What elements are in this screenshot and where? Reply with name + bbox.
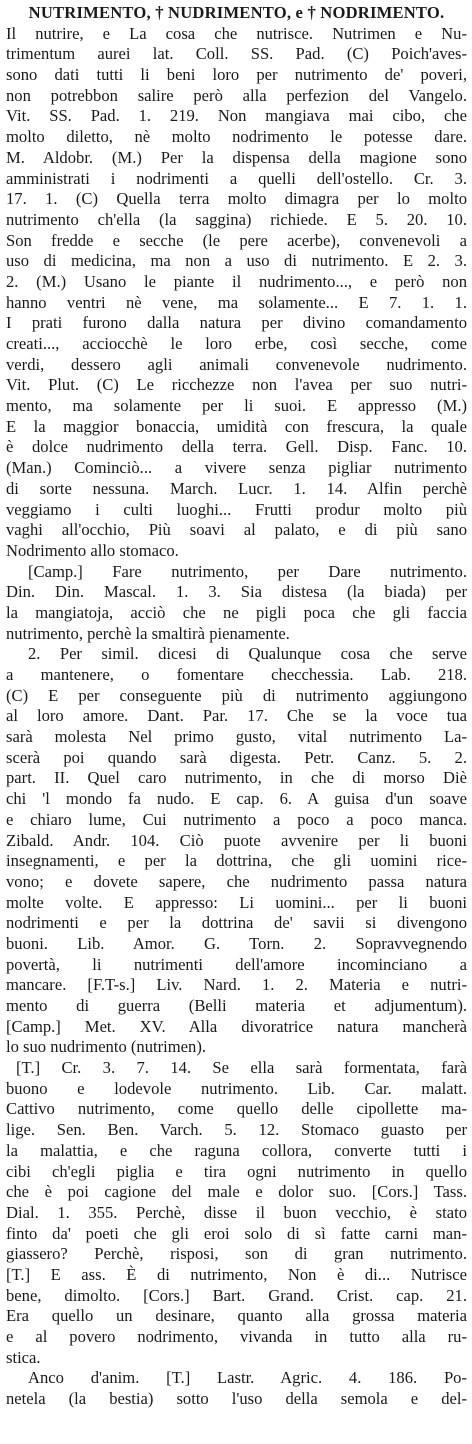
text-line: Zibald. Andr. 104. Ciò puote avvenire per li buoni [6, 830, 467, 850]
text-line: e chiaro lume, Cui nutrimento a poco a poco manca. [6, 809, 467, 829]
text-line: non potrebbon salire però alla perfezion del Vangelo. [6, 85, 467, 105]
text-line: nutrimento ch'ella (la saggina) richiede. E 5. 20. 10. [6, 209, 467, 229]
text-line: lige. Sen. Ben. Varch. 5. 12. Stomaco guasto per [6, 1120, 467, 1140]
text-line: di sorte nessuna. March. Lucr. 1. 14. Alfin perchè [6, 478, 467, 498]
text-line: nodrimenti e per la dottrina de' savii si divengono [6, 913, 467, 933]
text-line: stica. [6, 1347, 41, 1367]
text-line: Anco d'anim. [T.] Lastr. Agric. 4. 186. Po- [28, 1368, 467, 1388]
text-line: lo suo nudrimento (nutrimen). [6, 1037, 207, 1057]
text-line: [T.] Cr. 3. 7. 14. Se ella sarà formentata, farà [16, 1058, 467, 1078]
text-line: buono e lodevole nutrimento. Lib. Car. malatt. [6, 1078, 467, 1098]
text-line: giassero? Perchè, risposi, son di gran nutrimento. [6, 1244, 467, 1264]
text-line: vono; e dovete sapere, che nudrimento passa natura [6, 871, 467, 891]
text-line: mento di guerra (Belli materia et adjumentum). [6, 996, 467, 1015]
text-line: finto da' poeti che gli eroi solo di sì fatte carni man- [6, 1223, 467, 1243]
text-line: Vit. Plut. (C) Le ricchezze non l'avea per suo nutri- [6, 375, 467, 395]
text-line: M. Aldobr. (M.) Per la dispensa della magione sono [6, 147, 467, 167]
text-line: a mantenere, o fomentare checchessia. Lab. 218. [6, 665, 467, 684]
text-line: Din. Din. Mascal. 1. 3. Sia distesa (la biada) per [6, 582, 467, 602]
text-line: buoni. Lib. Amor. G. Torn. 2. Sopravvegnendo [6, 933, 467, 953]
text-line: al loro amore. Dant. Par. 17. Che se la voce tua [6, 706, 467, 726]
text-line: part. II. Quel caro nutrimento, in che di morso Diè [6, 768, 467, 788]
text-line: [Camp.] Met. XV. Alla divoratrice natura mancherà [6, 1016, 467, 1036]
text-line: nutrimento, perchè la smaltirà pienamente. [6, 623, 290, 643]
text-line: amministrati i nodrimenti a quelli dell'ostello. Cr. 3. [6, 168, 467, 188]
text-line: uso di medicina, ma non a uso di nutrimento. E 2. 3. [6, 251, 467, 271]
text-line: verdi, dessero agli animali convenevole nudrimento. [6, 354, 467, 374]
text-line: 2. Per simil. dicesi di Qualunque cosa che serve [28, 644, 467, 664]
text-line: hanno ventri nè vene, ma solamente... E 7. 1. 1. [6, 292, 467, 312]
text-line: mancare. [F.T-s.] Liv. Nard. 1. 2. Materia e nutri- [6, 975, 467, 995]
text-line: bene, dimolto. [Cors.] Bart. Grand. Crist. cap. 21. [6, 1285, 467, 1305]
text-line: che è poi cagione del male e dolor suo. [Cors.] Tass. [6, 1182, 467, 1202]
text-line: Cattivo nutrimento, come quello delle cipollette ma- [6, 1099, 467, 1119]
text-line: Dial. 1. 355. Perchè, disse il buon vecchio, è stato [6, 1202, 467, 1222]
text-line: sarà molesta Nel primo gusto, vital nutrimento La- [6, 727, 467, 747]
text-line: (Man.) Cominciò... a vivere senza pigliar nutrimento [6, 458, 467, 478]
text-line: [Camp.] Fare nutrimento, per Dare nutrimento. [28, 561, 467, 581]
text-line: la malattia, e che raguna collora, converte tutti i [6, 1140, 467, 1160]
text-line: povertà, li nutrimenti dell'amore incominciano a [6, 954, 467, 974]
text-line: cibi ch'egli piglia e tira ogni nutrimento in quello [6, 1161, 467, 1181]
text-line: sono dati tutti li beni loro per nutrimento de' poveri, [6, 65, 467, 85]
text-line: chi 'l mondo fa nudo. E cap. 6. A guisa d'un soave [6, 789, 467, 809]
text-line: è dolce nudrimento della terra. Gell. Disp. Fanc. 10. [6, 437, 467, 457]
text-line: netela (la bestia) sotto l'uso della semola e del- [6, 1389, 467, 1409]
text-line: trimentum aurei lat. Coll. SS. Pad. (C) Poich'aves- [6, 44, 467, 64]
text-line: 17. 1. (C) Quella terra molto dimagra per lo molto [6, 189, 467, 209]
text-line: NUTRIMENTO, † NUDRIMENTO, e † NODRIMENTO. [28, 3, 445, 22]
text-line: molte volte. E appresso: Li uomini... per li buoni [6, 892, 467, 912]
text-line: mento, ma solamente per li suoi. E appresso (M.) [6, 396, 467, 416]
text-line: e al povero nodrimento, vivanda in tutto alla ru- [6, 1327, 467, 1346]
text-line: Nodrimento allo stomaco. [6, 540, 179, 560]
text-line: I prati furono dalla natura per divino comandamento [6, 313, 467, 333]
text-line: (C) E per conseguente più di nutrimento aggiungono [6, 685, 467, 705]
text-line: Vit. SS. Pad. 1. 219. Non mangiava mai cibo, che [6, 106, 467, 126]
text-line: veggiamo i culti luoghi... Frutti produr molto più [6, 499, 467, 519]
text-line: creati..., acciocchè le loro erbe, così secche, come [6, 334, 467, 353]
text-line: [T.] E ass. È di nutrimento, Non è di... Nutrisce [6, 1264, 467, 1284]
text-line: insegnamenti, e per la dottrina, che gli uomini rice- [6, 851, 467, 871]
text-line: scerà poi quando sarà digesta. Petr. Canz. 5. 2. [6, 747, 467, 767]
text-line: Son fredde e secche (le pere acerbe), convenevoli a [6, 230, 467, 250]
text-line: Il nutrire, e La cosa che nutrisce. Nutrimen e Nu- [6, 23, 467, 43]
text-line: 2. (M.) Usano le piante il nudrimento..., e però non [6, 271, 467, 291]
text-line: E la maggior bonaccia, umidità con frescura, la quale [6, 416, 467, 436]
text-line: vaghi all'occhio, Più soavi al palato, e di più sano [6, 520, 467, 540]
text-line: la mangiatoja, acciò che ne pigli poca che gli faccia [6, 602, 467, 622]
text-line: molto diletto, nè molto nodrimento le potesse dare. [6, 127, 467, 147]
text-line: Era quello un desinare, quanto alla grossa materia [6, 1306, 467, 1326]
